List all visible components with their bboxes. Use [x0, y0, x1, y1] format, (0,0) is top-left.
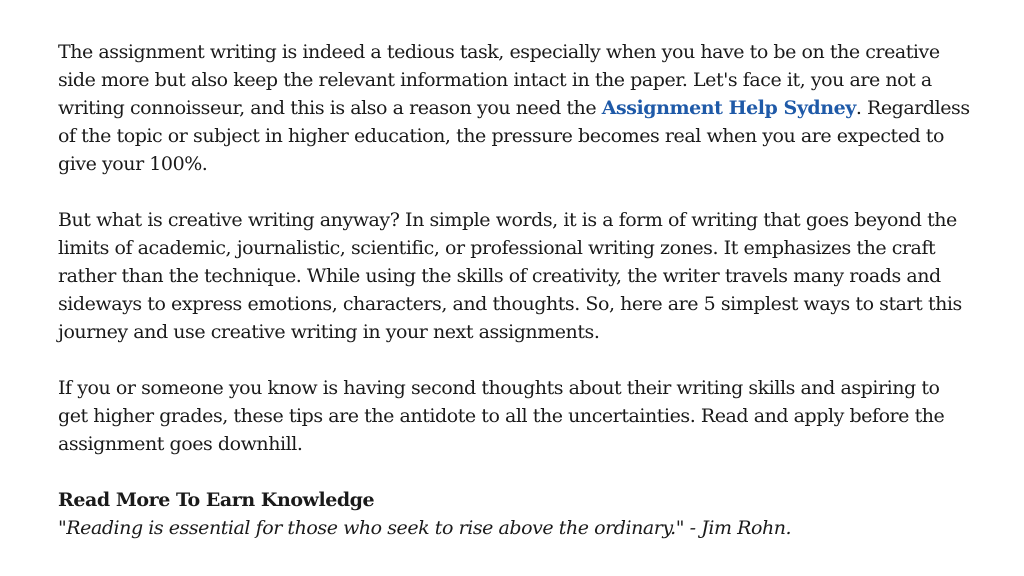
intro-paragraph: [58, 38, 974, 178]
creative-writing-paragraph: But what is creative writing anyway? In simple words, it is a form of writing that goes beyond the limits of academic, journalistic, scientific, or professional writing zones. It emphasizes the craft rather than the technique. While using the skills of creativity, the writer travels many roads and sideways to express emotions, characters, and thoughts. So, here are 5 simplest ways to start this journey and use creative writing in your next assignments.: [58, 209, 962, 343]
jim-rohn-quote: "Reading is essential for those who seek to rise above the ordinary." - Jim Rohn.: [58, 517, 792, 539]
assignment-help-sydney-link[interactable]: Assignment Help Sydney: [601, 97, 856, 119]
intro-text-before-link: The assignment writing is indeed a tedious task, especially when you have to be on the creative side more but also keep the relevant information intact in the paper. Let's face it, you are not a writing connoisseur, and this is also a reason you need the: [58, 41, 940, 119]
document-body: [58, 38, 974, 542]
read-more-heading: Read More To Earn Knowledge: [58, 489, 375, 511]
tips-paragraph: If you or someone you know is having second thoughts about their writing skills and aspiring to get higher grades, these tips are the antidote to all the uncertainties. Read and apply before the assignment goes downhill.: [58, 377, 945, 455]
intro-text-after-link: . Regardless of the topic or subject in higher education, the pressure becomes real when you are expected to give your 100%.: [58, 97, 970, 175]
